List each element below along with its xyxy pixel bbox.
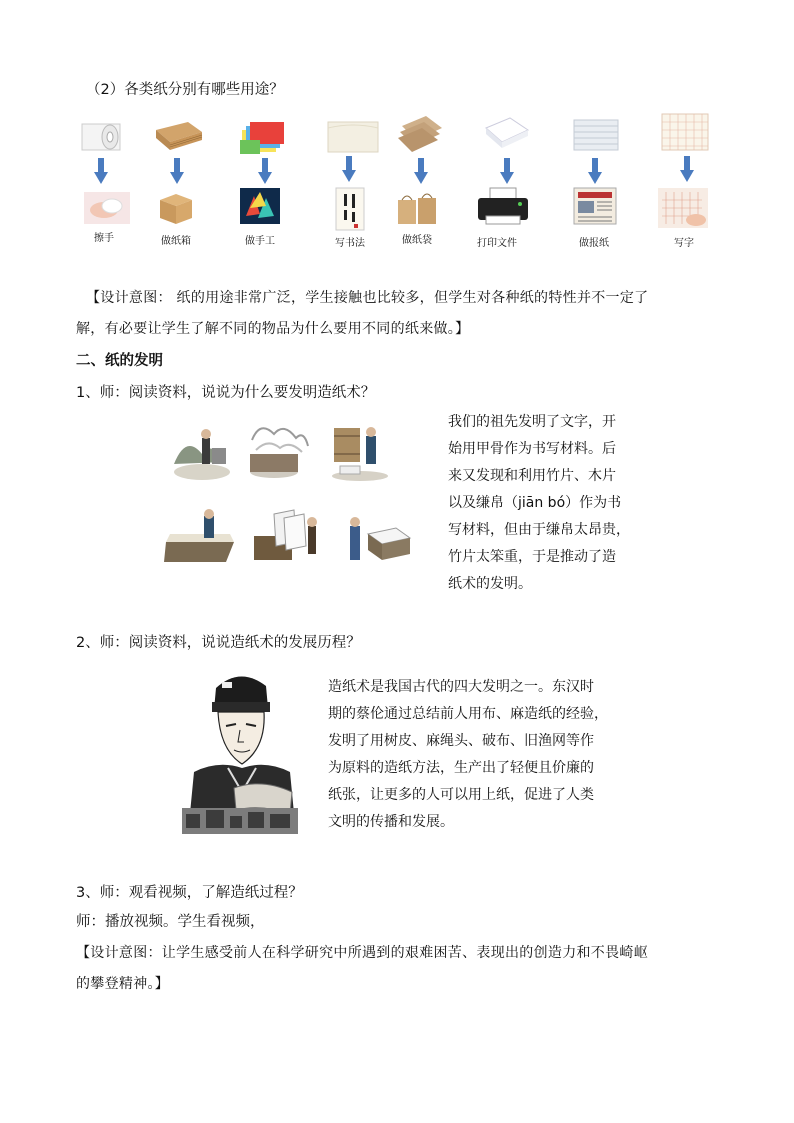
use-label: 打印文件 (477, 238, 517, 249)
passage-line: 我们的祖先发明了文字，开 (448, 414, 616, 430)
paper-bag-icon (396, 190, 438, 226)
use-label: 擦手 (94, 233, 114, 244)
passage-line: 竹片太笨重，于是推动了造 (448, 549, 616, 565)
hand-wiping-icon (84, 192, 130, 224)
question-history: 2、师：阅读资料，说说造纸术的发展历程？ (76, 635, 361, 651)
printer-paper-icon (480, 114, 530, 154)
use-label: 做纸箱 (161, 236, 191, 247)
passage-line: 纸术的发明。 (448, 576, 532, 592)
arrow-down-icon (258, 158, 272, 184)
printer-icon (474, 186, 532, 228)
section-heading: 二、纸的发明 (76, 353, 163, 369)
passage-line: 文明的传播和发展。 (328, 814, 454, 830)
rice-paper-roll-icon (326, 120, 380, 154)
passage-line: 以及缣帛（jiān bó）作为书 (448, 495, 622, 511)
passage-line: 造纸术是我国古代的四大发明之一。东汉时 (328, 679, 594, 695)
arrow-down-icon (500, 158, 514, 184)
arrow-down-icon (414, 158, 428, 184)
newsprint-stack-icon (570, 114, 622, 154)
papermaking-process-illustration (162, 416, 422, 576)
grid-paper-icon (660, 112, 710, 152)
design-intent-line: 解，有必要让学生了解不同的物品为什么要用不同的纸来做。】 (76, 321, 470, 337)
use-label: 做纸袋 (402, 235, 432, 246)
cardboard-box-icon (156, 188, 196, 226)
design-intent-line: 【设计意图：让学生感受前人在科学研究中所遇到的艰难困苦、表现出的创造力和不畏崎岖 (76, 945, 648, 961)
passage-line: 始用甲骨作为书写材料。后 (448, 441, 616, 457)
question-video: 3、师：观看视频，了解造纸过程？ (76, 885, 303, 901)
arrow-down-icon (588, 158, 602, 184)
arrow-down-icon (342, 156, 356, 182)
use-label: 做手工 (245, 236, 275, 247)
use-label: 做报纸 (579, 238, 609, 249)
why-paper-passage (448, 409, 630, 598)
arrow-down-icon (170, 158, 184, 184)
passage-line: 期的蔡伦通过总结前人用布、麻造纸的经验， (328, 706, 608, 722)
paper-craft-icon (240, 188, 280, 224)
question-paper-uses: （2）各类纸分别有哪些用途？ (86, 82, 284, 98)
design-intent-line: 【设计意图： 纸的用途非常广泛，学生接触也比较多，但学生对各种纸的特性并不一定了 (86, 290, 649, 306)
arrow-down-icon (680, 156, 694, 182)
cai-lun-portrait (182, 668, 298, 834)
calligraphy-icon (330, 186, 370, 232)
use-label: 写字 (674, 238, 694, 249)
arrow-down-icon (94, 158, 108, 184)
passage-line: 写材料，但由于缣帛太昂贵， (448, 522, 630, 538)
kraft-paper-icon (396, 114, 446, 154)
tissue-roll-icon (80, 120, 122, 154)
video-instruction: 师：播放视频。学生看视频， (76, 914, 265, 930)
history-passage (328, 674, 608, 836)
cardboard-stack-icon (152, 118, 204, 154)
use-label: 写书法 (335, 238, 365, 249)
newspaper-icon (572, 186, 618, 226)
passage-line: 发明了用树皮、麻绳头、破布、旧渔网等作 (328, 733, 594, 749)
colored-paper-icon (238, 118, 286, 156)
question-why-paper: 1、师：阅读资料，说说为什么要发明造纸术？ (76, 385, 376, 401)
passage-line: 为原料的造纸方法，生产出了轻便且价廉的 (328, 760, 594, 776)
passage-line: 来又发现和利用竹片、木片 (448, 468, 616, 484)
passage-line: 纸张，让更多的人可以用上纸，促进了人类 (328, 787, 594, 803)
writing-icon (656, 186, 710, 230)
design-intent-line: 的攀登精神。】 (76, 976, 170, 992)
